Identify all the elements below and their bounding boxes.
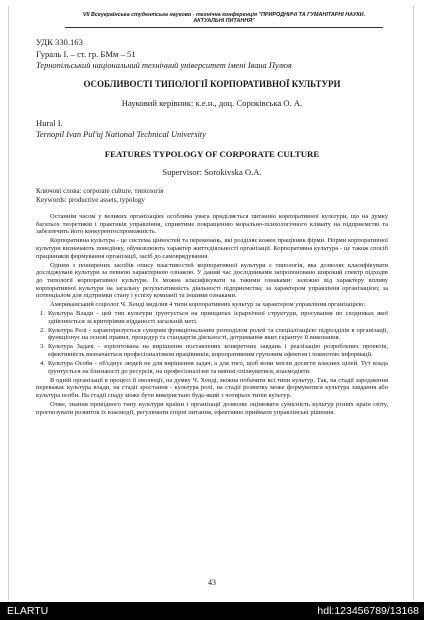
author-ua: Гураль І. – ст. гр. БМм – 51 (36, 49, 136, 59)
title-ua: ОСОБЛИВОСТІ ТИПОЛОГІЇ КОРПОРАТИВНОЇ КУЛЬТУРИ (83, 79, 341, 89)
list-text: Культура Ролі - характеризується суворим функціональним розподілом ролей та спеціалізацією підрозділів в організації, функціонує на основі правил, процедур та стандартів діяльності, дотримання яких гарантує її виконання. (48, 326, 388, 342)
udk-code: УДК 330.163 (36, 37, 83, 47)
paragraph: Одним з поширених засобів опису властивостей корпоративної культури є типологія, яка дозволяє класифікувати досліджувані культури за певною характерною ознакою. У даний час дослідниками запропоновано широкий спектр підходів до типології корпоративної культури. Їх можна класифікувати за такими ознаками: залежно від характеру впливу корпоративної культури на загальну результативність діяльності підприємства; за характером управління організацією; за потенціалом для підтримки стану і успіху компанії та іншими ознаками. (36, 261, 388, 300)
page-number: 43 (208, 578, 216, 587)
keywords-ua: Ключові слова: corporate culture, типологія (36, 187, 164, 195)
handle-link[interactable]: hdl:123456789/13168 (317, 605, 419, 617)
conference-header (65, 12, 383, 24)
affiliation-ua: Тернопільський національний технічний університет імені Івана Пулюя (36, 61, 292, 70)
paragraph: Американський соціолог Ч. Хенді виділив 4 типи корпоративних культур за характером управління організацією: (50, 301, 366, 309)
author-en: Hural I. (36, 118, 63, 128)
keywords-en: Keywords: productive assets, typology (36, 196, 145, 204)
list-item: 4. Культура Особи - об'єднує людей не для вирішення задач, а для того, щоб вони могли досягти власних цілей. Тут влада ґрунтується на близькості до ресурсів, на професіоналізмі та вмінні спілкуватися, взаємодіяти. (40, 359, 388, 375)
list-text: Культура Задачі - зорієнтована на вирішення поставлених конкретних завдань і реалізацію розроблених проектів, ефективність визначається професіоналізмом працівників, корпоративним груповим ефектом і повнотою інформації. (48, 343, 388, 359)
header-rule (65, 27, 383, 28)
list-text: Культура Особи - об'єднує людей не для вирішення задач, а для того, щоб вони могли досягти власних цілей. Тут влада ґрунтується на близькості до ресурсів, на професіоналізмі та вмінні спілкуватися, взаємодіяти. (48, 359, 388, 375)
body-text (36, 213, 388, 417)
paragraph: Корпоративна культура - це система цінностей та переконань, які розділяє кожен працівник фірми. Норми корпоративної культури визначають поведінку, обумовлюють характер життєдіяльності організації. Корпоративна культура - це також спосіб працівників формування організації, засіб до самоврядування. (36, 237, 388, 260)
paragraph: Останнім часом у великих організаціях особлива увага приділяється питанню корпоративної культури, що на думку багатьох теоретиків і практиків управління, сприятиме покращенню морально-психологічного клімату на підприємстві та забезпечить його конкурентоспроможність. (36, 213, 388, 236)
conference-header-line-1: VII Всеукраїнська студентська науково - технічна конференція "ПРИРОДНИЧІ ТА ГУМАНІТАРНІ НАУКИ. (82, 12, 366, 18)
paper-page (8, 6, 414, 600)
supervisor-en: Supervisor: Sorokivska O.A. (162, 167, 262, 177)
paragraph: Отже, знання провідного типу культури країни і організації дозволяє оцінювати сумісність культур різних країн світу, прогнозувати розвиток їх взаємодії, регулювати спірні питання, ефективно приймати управлінські рішення. (36, 400, 388, 416)
list-item: 1. Культура Влади - цей тип культури ґрунтується на принципах ієрархічної структури, просування по сходинках якої здійснюється за критеріями відданості загальній меті. (40, 310, 388, 325)
repository-name: ELARTU (7, 605, 49, 617)
list-text: Культура Влади - цей тип культури ґрунтується на принципах ієрархічної структури, просування по сходинках якої здійснюється за критеріями відданості загальній меті. (48, 310, 388, 325)
paragraph: В одній організації в процесі її еволюції, на думку Ч. Хенді, можна побачити всі типи культур. Так, на стадії зародження переважає культура влади, на стадії зростання - культура ролі, на стадії розвитку може формуватися культура завдання або культура особи. На стадії спаду може бути використано будь-який з чотирьох типів культур. (36, 376, 388, 399)
list-item: 2. Культура Ролі - характеризується суворим функціональним розподілом ролей та спеціалізацією підрозділів в організації, функціонує на основі правил, процедур та стандартів діяльності, дотримання яких гарантує її виконання. (40, 326, 388, 342)
affiliation-en: Ternopil Ivan Pul'uj National Technical University (36, 130, 206, 139)
title-en: FEATURES TYPOLOGY OF CORPORATE CULTURE (104, 149, 320, 159)
conference-header-line-2: АКТУАЛЬНІ ПИТАННЯ" (193, 18, 255, 25)
supervisor-ua: Науковий керівник: к.е.н., доц. Сороківська О. А. (121, 98, 303, 108)
repository-footer-bar (0, 602, 424, 620)
list-item: 3. Культура Задачі - зорієнтована на вирішення поставлених конкретних завдань і реалізацію розроблених проектів, ефективність визначається професіоналізмом працівників, корпоративним груповим ефектом і повнотою інформації. (40, 343, 388, 359)
